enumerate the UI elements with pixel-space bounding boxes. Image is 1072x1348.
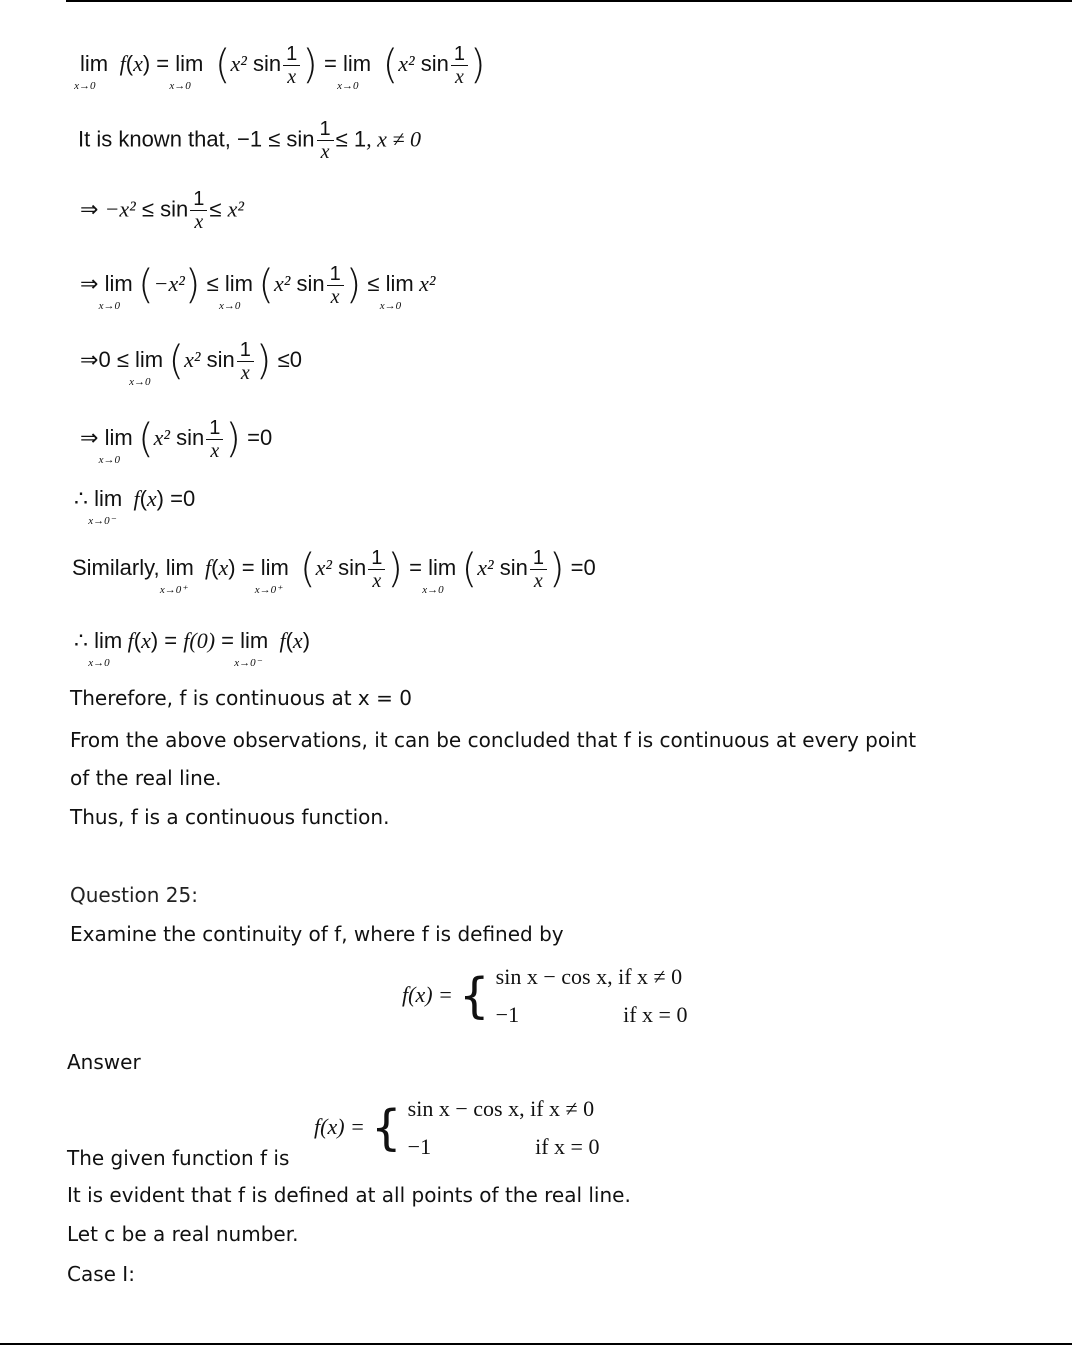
lim-label: lim (342, 50, 372, 76)
var-x: x (292, 628, 303, 653)
equals-sign: = (409, 554, 422, 580)
equals-sign: = (156, 50, 170, 76)
fraction-one-over-x (317, 118, 334, 163)
paren-left: ( (258, 262, 274, 308)
case-zero-condition: if x = 0 (623, 1002, 688, 1027)
implies-sign: ⇒ (80, 196, 99, 222)
neg-x-squared: −x² (104, 196, 136, 222)
var-x: x (133, 50, 143, 76)
x-not-zero: , x ≠ 0 (366, 126, 421, 152)
paren-left: ( (138, 416, 154, 462)
fraction-one-over-x (327, 263, 344, 308)
conclusion-every-point-line1: From the above observations, it can be concluded that f is continuous at every point (70, 728, 917, 752)
limit-subscript: x→0 (337, 79, 359, 92)
le-sign: ≤ (141, 196, 154, 222)
case-one-label: Case I: (67, 1262, 135, 1286)
case-zero-value: −1 (407, 1134, 432, 1159)
x-squared: x² (398, 50, 415, 76)
numerator: 1 (283, 43, 300, 66)
lim-label: lim (175, 50, 204, 76)
denominator: x (240, 361, 250, 384)
le-sign: ≤ (268, 126, 281, 152)
var-x: x (146, 486, 157, 511)
therefore-sign: ∴ (74, 486, 88, 511)
case-nonzero: sin x − cos x, if x ≠ 0 (495, 964, 683, 989)
function-f: f (127, 628, 134, 653)
paren-right: ) (345, 262, 362, 308)
denominator: x (194, 211, 204, 233)
numerator: 1 (327, 263, 344, 286)
limit-subscript: x→0⁺ (254, 583, 282, 596)
sin-label: sin (253, 50, 282, 76)
lim-label: lim (428, 554, 457, 580)
paren-right: ) (184, 262, 201, 308)
piecewise-definition-question (402, 958, 687, 1034)
paren-left: ( (382, 42, 399, 88)
limit-subscript: x→0 (88, 657, 110, 669)
paren-right: ) (548, 546, 565, 592)
fraction-one-over-x (451, 43, 468, 88)
f-of-zero: f(0) (183, 628, 216, 653)
therefore-sign: ∴ (74, 628, 88, 653)
paren-left: ( (168, 338, 185, 384)
le-sign: ≤ (116, 346, 129, 372)
paren-left: ( (300, 546, 316, 592)
denominator: x (330, 285, 340, 308)
fraction-one-over-x (368, 547, 385, 592)
fraction-one-over-x (283, 43, 300, 88)
x-squared: x² (477, 554, 494, 580)
denominator: x (454, 65, 464, 88)
fraction-one-over-x (190, 188, 207, 233)
x-squared: x² (315, 554, 332, 580)
denominator: x (372, 569, 382, 592)
x-squared: x² (419, 270, 436, 296)
piecewise-cases (408, 1090, 600, 1166)
question-text: Examine the continuity of f, where f is defined by (70, 922, 564, 946)
equation-limit-definition: $\lim_{x\to 0} f(x) = \lim_{x\to 0} (x^2$ sin $\frac{1}{x}$ ) = $\lim_{x\to 0} (x^2$ sin $\frac{1}{x}$ ) (74, 42, 486, 92)
zero: 0 (583, 554, 596, 580)
denominator: x (287, 65, 297, 88)
known-text: It is known that, (78, 126, 231, 152)
lim-label: lim (224, 270, 253, 296)
le-sign: ≤ (206, 270, 219, 296)
denominator: x (210, 439, 220, 462)
equation-squeeze (80, 338, 302, 388)
case-zero (496, 996, 688, 1034)
sin-label: sin (338, 554, 367, 580)
conclusion-continuous-at-zero: Therefore, f is continuous at x = 0 (70, 686, 412, 710)
implies-sign: ⇒ (80, 424, 99, 450)
le-sign: ≤ (277, 346, 290, 372)
equals-sign: = (170, 486, 183, 511)
sin-label: sin (296, 270, 325, 296)
implies-sign: ⇒ (80, 346, 99, 372)
le-sign: ≤ (335, 126, 348, 152)
equals-sign: = (247, 424, 261, 450)
zero: 0 (98, 346, 111, 372)
numerator: 1 (206, 417, 223, 440)
conclusion-continuous-function: Thus, f is a continuous function. (70, 805, 390, 829)
limit-subscript: x→0⁻ (88, 515, 116, 527)
left-brace: { (459, 968, 490, 1024)
equation-limit-zero (80, 416, 273, 466)
le-sign: ≤ (367, 270, 380, 296)
limit-subscript: x→0 (218, 299, 241, 312)
defined-everywhere-text: It is evident that f is defined at all points of the real line. (67, 1183, 631, 1207)
paren-left: ( (214, 42, 231, 88)
limit-subscript: x→0 (422, 583, 444, 596)
equals-sign: = (570, 554, 584, 580)
let-c-text: Let c be a real number. (67, 1222, 299, 1246)
equation-limit-bounds (80, 262, 436, 312)
equation-right-limit: Similarly, $\lim_{x\to 0^+}f(x) = \lim_{x\to 0^+} (x^2$ sin $\frac{1}{x}$ ) = $\lim_{x\to 0} (x^2$ sin $\frac{1}{x}$ ) =0 (72, 546, 596, 596)
paren-right: ) (387, 546, 403, 592)
paren-right: ) (302, 42, 318, 88)
equals-sign: = (221, 628, 235, 653)
lim-label: lim (135, 346, 164, 372)
paren-right: ) (469, 42, 486, 88)
x-squared: x² (273, 270, 291, 296)
case-zero-condition: if x = 0 (535, 1134, 600, 1159)
lim-label: lim (94, 486, 123, 511)
sin-label: sin (499, 554, 528, 580)
neg-x-squared: −x² (153, 270, 185, 296)
zero: 0 (289, 346, 302, 372)
question-label: Question 25: (70, 883, 198, 907)
fraction-one-over-x (206, 417, 223, 462)
similarly-text: Similarly, (72, 554, 160, 580)
lim-label: lim (80, 50, 109, 76)
lim-label: lim (385, 270, 414, 296)
x-squared: x² (227, 196, 244, 222)
function-f: f (119, 50, 126, 76)
numerator: 1 (530, 547, 547, 570)
sin-label: sin (286, 126, 315, 152)
left-brace: { (371, 1100, 402, 1156)
bottom-rule (0, 1343, 1072, 1345)
zero: 0 (260, 424, 273, 450)
equation-left-limit: ∴ $\lim_{x\to 0^-}f(x) =0$ (74, 486, 196, 527)
x-squared: x² (153, 424, 171, 450)
denominator: x (320, 141, 330, 163)
equation-squared-bounds (80, 188, 244, 233)
lim-label: lim (260, 554, 289, 580)
sin-label: sin (160, 196, 189, 222)
lim-label: lim (104, 270, 133, 296)
equals-sign: = (164, 628, 178, 653)
top-rule (66, 0, 1072, 2)
one: 1 (353, 126, 367, 152)
lim-label: lim (94, 628, 123, 653)
function-f: f (205, 554, 212, 580)
x-squared: x² (184, 346, 201, 372)
sin-label: sin (420, 50, 449, 76)
piecewise-lhs: f(x) = (314, 1113, 365, 1139)
given-function-text: The given function f is (67, 1146, 290, 1170)
sin-label: sin (176, 424, 205, 450)
limit-subscript: x→0 (169, 79, 191, 92)
limit-subscript: x→0 (379, 299, 402, 312)
zero: 0 (182, 486, 196, 511)
paren-left: ( (461, 546, 478, 592)
minus-one: −1 (236, 126, 263, 152)
lim-label: lim (240, 628, 269, 653)
implies-sign: ⇒ (80, 270, 99, 296)
limit-subscript: x→0 (98, 453, 121, 466)
piecewise-lhs: f(x) = (402, 981, 453, 1007)
denominator: x (533, 569, 543, 592)
equation-continuity-condition: ∴ $\lim_{x\to 0}f(x) = f(0) = \lim_{x\to 0^-}f(x)$ (74, 628, 311, 669)
case-nonzero: sin x − cos x, if x ≠ 0 (407, 1096, 595, 1121)
numerator: 1 (317, 118, 334, 141)
paren-right: ) (255, 338, 272, 384)
x-squared: x² (230, 50, 247, 76)
function-f: f (279, 628, 286, 653)
limit-subscript: x→0 (129, 375, 151, 388)
case-zero-value: −1 (495, 1002, 520, 1027)
limit-subscript: x→0 (74, 79, 96, 92)
numerator: 1 (190, 188, 207, 211)
answer-label: Answer (67, 1050, 141, 1074)
conclusion-every-point-line2: of the real line. (70, 766, 222, 790)
sin-label: sin (206, 346, 235, 372)
equation-sine-bounds (78, 118, 421, 163)
lim-label: lim (165, 554, 194, 580)
var-x: x (218, 554, 229, 580)
equals-sign: = (324, 50, 337, 76)
var-x: x (141, 628, 151, 653)
limit-subscript: x→0⁻ (234, 657, 262, 669)
numerator: 1 (237, 339, 254, 362)
lim-label: lim (104, 424, 133, 450)
numerator: 1 (451, 43, 468, 66)
fraction-one-over-x (530, 547, 547, 592)
fraction-one-over-x (237, 339, 254, 384)
limit-subscript: x→0⁺ (159, 583, 188, 596)
paren-left: ( (138, 262, 154, 308)
piecewise-cases (496, 958, 688, 1034)
function-f: f (133, 486, 140, 511)
case-zero (408, 1128, 600, 1166)
paren-right: ) (225, 416, 242, 462)
equals-sign: = (241, 554, 255, 580)
le-sign: ≤ (209, 196, 222, 222)
piecewise-definition-answer (314, 1090, 599, 1166)
limit-subscript: x→0 (98, 299, 121, 312)
numerator: 1 (368, 547, 385, 570)
